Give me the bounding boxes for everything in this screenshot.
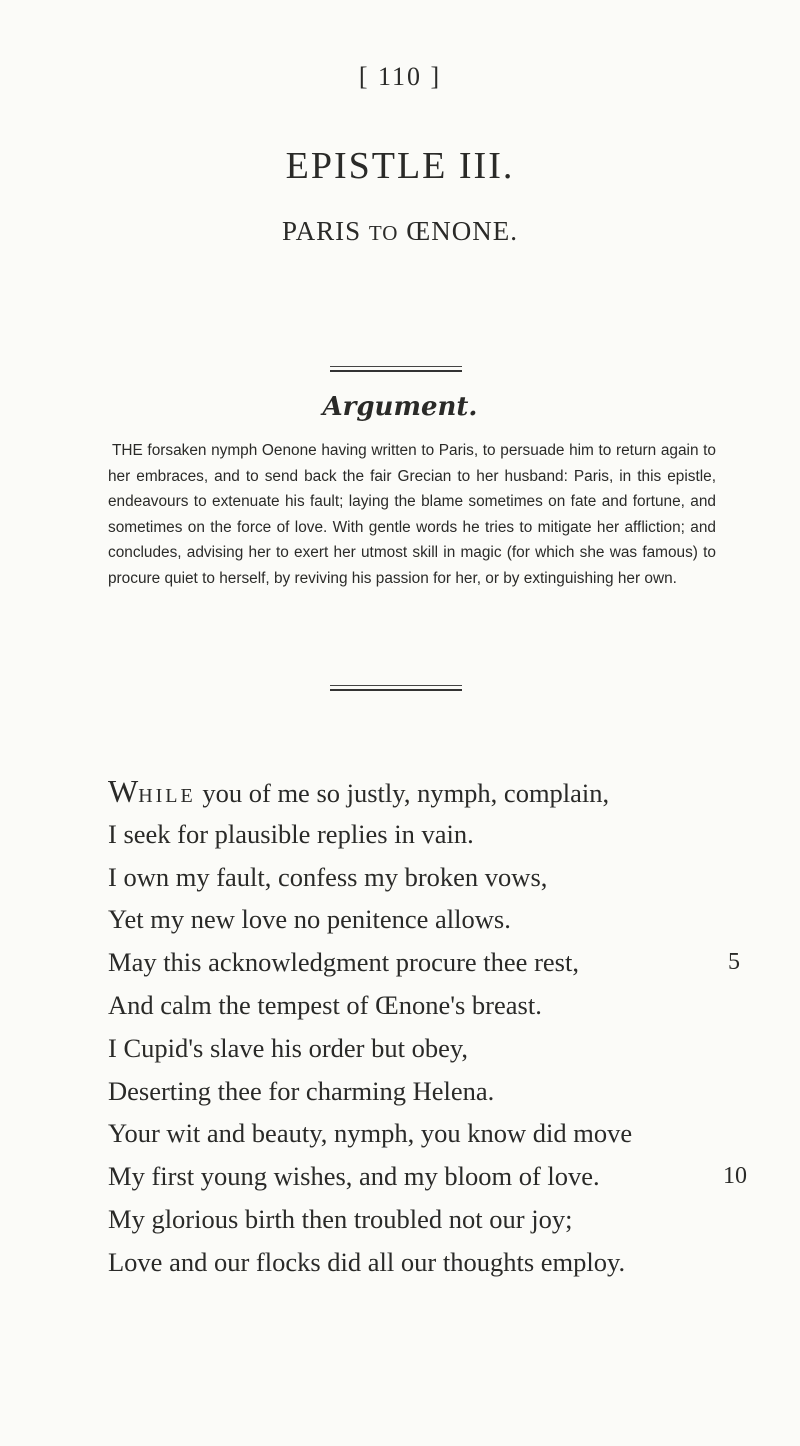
poem-line-5-text: May this acknowledgment procure thee rest, (108, 947, 579, 978)
epistle-title: EPISTLE III. (285, 145, 515, 187)
line-number-5: 5 (728, 949, 740, 976)
argument-heading: Argument. (322, 392, 478, 422)
poem-line-5 (108, 941, 748, 984)
divider-top (330, 366, 462, 372)
poem (108, 770, 748, 1284)
page-number: [ 110 ] (358, 62, 442, 91)
subtitle-oenone: ŒNONE. (406, 216, 518, 246)
smallcaps-word: HILE (138, 785, 196, 807)
epistle-subtitle (0, 216, 800, 247)
poem-line-4: Yet my new love no penitence allows. (108, 904, 511, 935)
argument-text: THE forsaken nymph Oenone having written to Paris, to persuade him to return again to her embraces, and to send back the fair Grecian to her husband: Paris, in this epistle, endeavours to extenuate his fault; laying the blame sometimes on fate and fortune, and sometimes on the force of love. With gentle words he tries to mitigate her affliction; and concludes, advising her to exert her utmost skill in magic (for which she was famous) to procure quiet to herself, by reviving his passion for her, or by extinguishing her own. (108, 442, 716, 587)
poem-line-6: And calm the tempest of Œnone's breast. (108, 989, 542, 1020)
poem-line-10 (108, 1155, 748, 1198)
poem-line-8: Deserting thee for charming Helena. (108, 1075, 495, 1106)
poem-line-2: I seek for plausible replies in vain. (108, 818, 474, 849)
divider-bottom (330, 685, 462, 691)
line-number-10: 10 (723, 1163, 747, 1190)
subtitle-to: TO (368, 221, 399, 245)
poem-line-7: I Cupid's slave his order but obey, (108, 1032, 469, 1063)
poem-line-3: I own my fault, confess my broken vows, (108, 861, 548, 892)
poem-line-9: Your wit and beauty, nymph, you know did move (108, 1118, 633, 1149)
poem-line-11: My glorious birth then troubled not our joy; (108, 1203, 573, 1234)
poem-line-10-text: My first young wishes, and my bloom of love. (108, 1161, 600, 1192)
first-line-text: you of me so justly, nymph, complain, (195, 778, 610, 808)
poem-line-12: Love and our flocks did all our thoughts employ. (108, 1246, 626, 1277)
poem-line-1 (108, 770, 748, 813)
subtitle-paris: PARIS (282, 216, 362, 246)
dropcap: W (108, 773, 139, 809)
